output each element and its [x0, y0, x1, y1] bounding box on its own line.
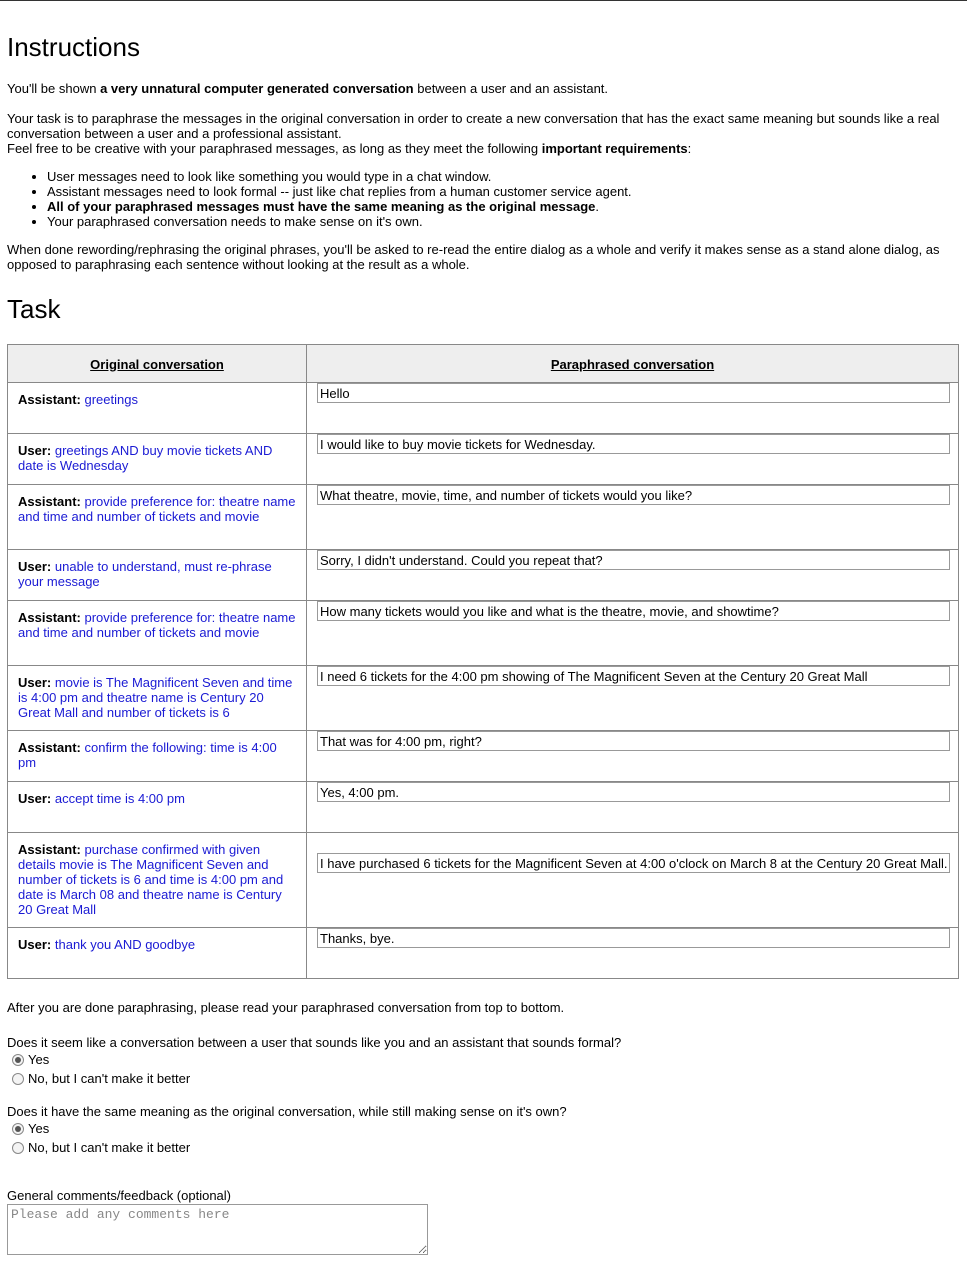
table-row: [8, 731, 959, 782]
paraphrase-cell: [307, 782, 959, 833]
question-1: Does it seem like a conversation between a user that sounds like you and an assistant that sounds formal?: [7, 1035, 622, 1050]
paraphrase-cell: [307, 666, 959, 731]
requirement-item: [47, 199, 960, 214]
q2-option-yes[interactable]: [12, 1119, 960, 1138]
requirement-bold: All of your paraphrased messages must have the same meaning as the original message: [47, 199, 596, 214]
paraphrase-input[interactable]: [317, 601, 950, 621]
original-text: thank you AND goodbye: [54, 937, 196, 952]
speaker-label: Assistant:: [18, 842, 81, 857]
paraphrase-cell: [307, 383, 959, 434]
table-row: [8, 928, 959, 979]
intro-bold: a very unnatural computer generated conversation: [100, 81, 414, 96]
speaker-label: User:: [18, 937, 52, 952]
free-suffix: :: [687, 141, 692, 156]
intro-prefix: You'll be shown: [7, 81, 101, 96]
paraphrase-input[interactable]: [317, 485, 950, 505]
paraphrase-cell: [307, 434, 959, 485]
column-header-original: Original conversation: [8, 345, 307, 383]
requirement-period: .: [595, 199, 599, 214]
original-text: accept time is 4:00 pm: [54, 791, 185, 806]
comments-textarea[interactable]: [7, 1204, 428, 1255]
comments-label: General comments/feedback (optional): [7, 1188, 232, 1203]
original-message: [8, 782, 307, 833]
q1-option-yes[interactable]: [12, 1050, 960, 1069]
table-row: [8, 434, 959, 485]
original-text: confirm the following: time is 4:00 pm: [18, 740, 277, 770]
paraphrase-input[interactable]: [317, 550, 950, 570]
original-text: unable to understand, must re-phrase your message: [18, 559, 272, 589]
requirement-item: • User messages need to look like something you would type in a chat window.: [47, 169, 960, 184]
table-row: [8, 666, 959, 731]
original-text: provide preference for: theatre name and time and number of tickets and movie: [18, 494, 296, 524]
table-row: [8, 833, 959, 928]
speaker-label: User:: [18, 559, 52, 574]
paraphrase-cell: [307, 550, 959, 601]
original-message: [8, 601, 307, 666]
original-text: greetings: [84, 392, 138, 407]
original-text: provide preference for: theatre name and time and number of tickets and movie: [18, 610, 296, 640]
q2-yes-radio[interactable]: [12, 1123, 24, 1135]
free-bold: important requirements: [541, 141, 688, 156]
paraphrase-cell: [307, 731, 959, 782]
table-row: [8, 601, 959, 666]
conversation-table: [7, 344, 959, 979]
q2-no-radio[interactable]: [12, 1142, 24, 1154]
q2-option-no[interactable]: [12, 1138, 960, 1157]
column-header-paraphrased: Paraphrased conversation: [307, 345, 959, 383]
after-instructions: After you are done paraphrasing, please read your paraphrased conversation from top to bottom.: [7, 1000, 565, 1015]
q1-option-no[interactable]: [12, 1069, 960, 1088]
original-message: [8, 485, 307, 550]
original-message: [8, 731, 307, 782]
original-text: greetings AND buy movie tickets AND date is Wednesday: [18, 443, 273, 473]
original-text: movie is The Magnificent Seven and time is 4:00 pm and theatre name is Century 20 Great Mall and number of tickets is 6: [18, 675, 293, 720]
paraphrase-cell: [307, 928, 959, 979]
q1-yes-label: Yes: [28, 1052, 50, 1067]
table-row: [8, 782, 959, 833]
q2-no-label: No, but I can't make it better: [28, 1140, 191, 1155]
original-message: [8, 550, 307, 601]
paraphrase-input[interactable]: [317, 666, 950, 686]
speaker-label: Assistant:: [18, 494, 81, 509]
paraphrase-input[interactable]: [317, 782, 950, 802]
speaker-label: Assistant:: [18, 392, 81, 407]
instructions-heading: Instructions: [7, 32, 140, 62]
original-message: [8, 434, 307, 485]
original-message: [8, 833, 307, 928]
speaker-label: User:: [18, 675, 52, 690]
paraphrase-input[interactable]: [317, 383, 950, 403]
original-message: [8, 383, 307, 434]
q1-no-radio[interactable]: [12, 1073, 24, 1085]
speaker-label: Assistant:: [18, 740, 81, 755]
original-message: [8, 928, 307, 979]
q2-yes-label: Yes: [28, 1121, 50, 1136]
paraphrase-cell: [307, 833, 959, 928]
paraphrase-input[interactable]: [317, 853, 950, 873]
paraphrase-cell: [307, 601, 959, 666]
page: [0, 1, 967, 1255]
original-text: purchase confirmed with given details movie is The Magnificent Seven and number of tickets is 6 and time is 4:00 pm and date is March 08 and theatre name is Century 20 Great Mall: [18, 842, 284, 917]
original-message: [8, 666, 307, 731]
paraphrase-input[interactable]: [317, 731, 950, 751]
q1-no-label: No, but I can't make it better: [28, 1071, 191, 1086]
free-prefix: Feel free to be creative with your paraphrased messages, as long as they meet the following: [7, 141, 542, 156]
paraphrase-input[interactable]: [317, 928, 950, 948]
requirement-item: • Assistant messages need to look formal -- just like chat replies from a human customer service agent.: [47, 184, 960, 199]
paraphrase-cell: [307, 485, 959, 550]
question-2: Does it have the same meaning as the original conversation, while still making sense on it's own?: [7, 1104, 567, 1119]
task-description: Your task is to paraphrase the messages in the original conversation in order to create a new conversation that has the exact same meaning but sounds like a real conversation between a user and a professional assistant.: [7, 111, 940, 141]
intro-suffix: between a user and an assistant.: [413, 81, 609, 96]
free-text: [7, 141, 960, 156]
speaker-label: Assistant:: [18, 610, 81, 625]
task-heading: Task: [7, 294, 61, 324]
done-instructions: When done rewording/rephrasing the original phrases, you'll be asked to re-read the entire dialog as a whole and verify it makes sense as a stand alone dialog, as opposed to paraphrasing each sentence without looking at the result as a whole.: [7, 242, 940, 272]
intro-text: [7, 81, 960, 96]
paraphrase-input[interactable]: [317, 434, 950, 454]
q1-yes-radio[interactable]: [12, 1054, 24, 1066]
table-row: [8, 485, 959, 550]
table-row: [8, 550, 959, 601]
speaker-label: User:: [18, 443, 52, 458]
requirements-list: [7, 169, 960, 229]
table-row: [8, 383, 959, 434]
requirement-item: • Your paraphrased conversation needs to make sense on it's own.: [47, 214, 960, 229]
speaker-label: User:: [18, 791, 52, 806]
